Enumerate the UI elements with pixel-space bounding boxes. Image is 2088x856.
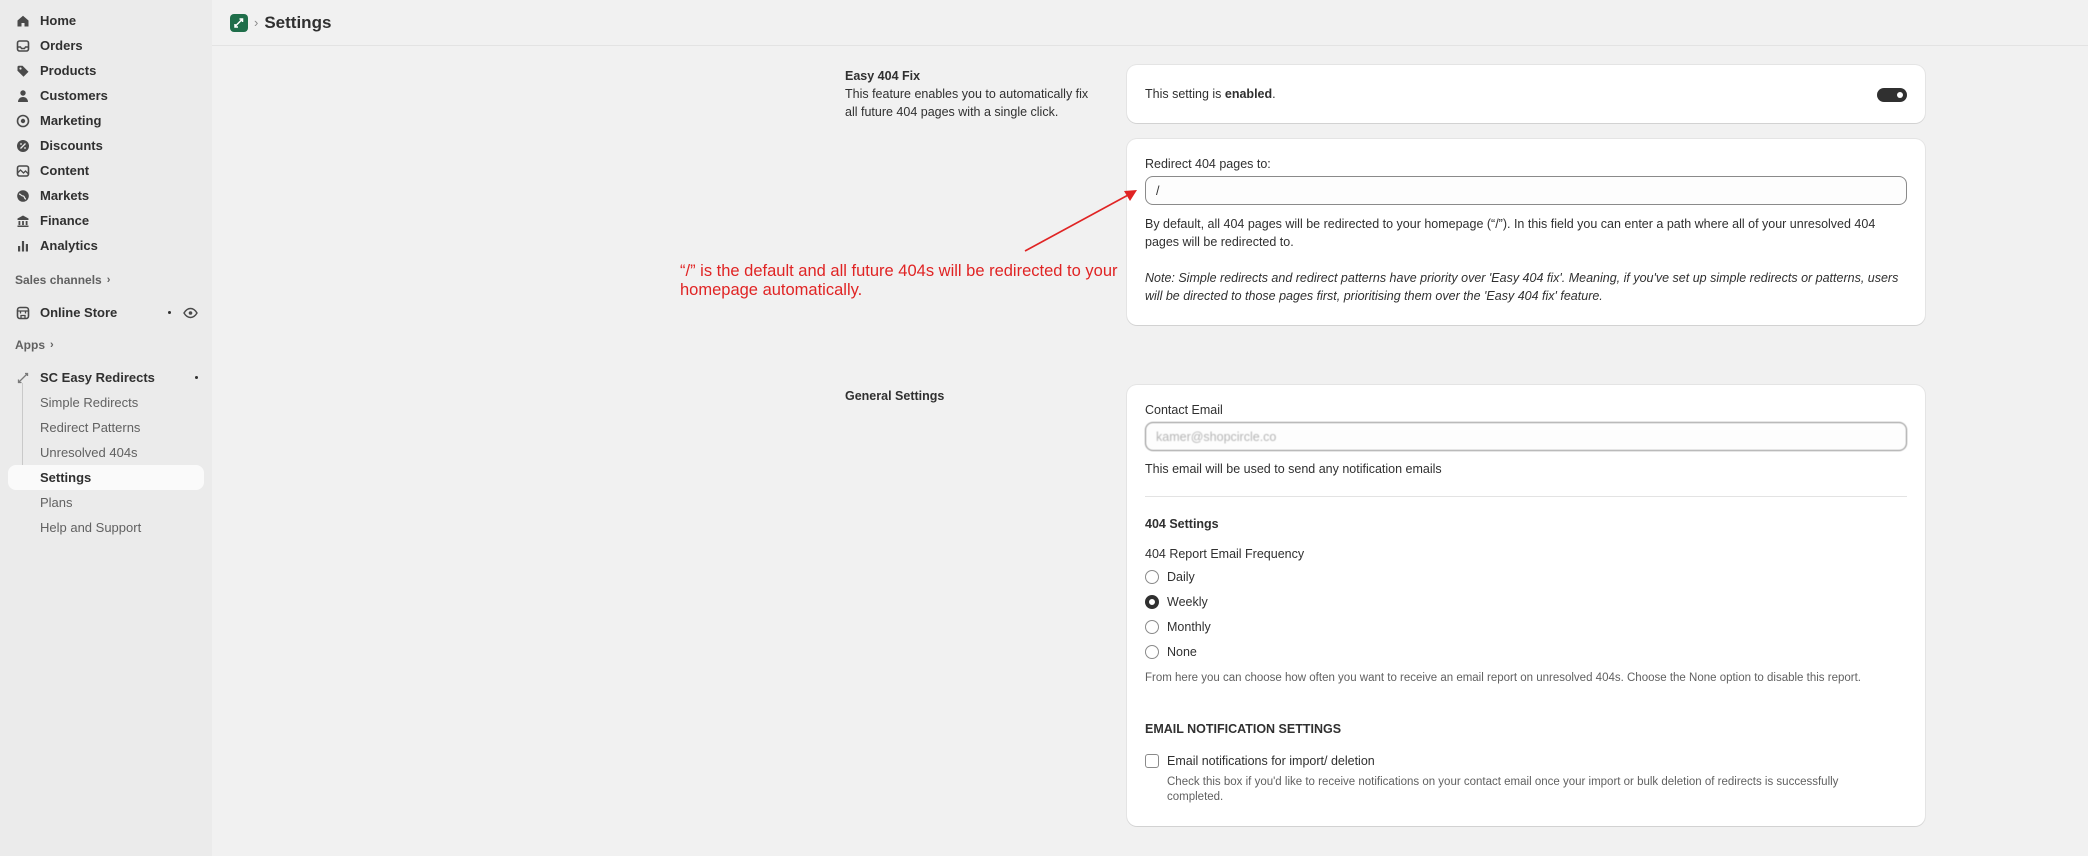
sidebar-item-online-store[interactable] (8, 300, 204, 325)
sidebar-item-finance[interactable] (8, 208, 204, 233)
easy404-toggle[interactable] (1877, 88, 1907, 102)
page-header (212, 0, 2088, 46)
target-icon (16, 114, 30, 128)
frequency-option-monthly[interactable] (1145, 614, 1907, 639)
apps-label: Apps (15, 338, 45, 352)
contact-email-input[interactable] (1145, 422, 1907, 451)
sidebar-item-label: Analytics (40, 238, 98, 253)
sales-channels-label: Sales channels (15, 273, 102, 287)
sidebar-item-label: Marketing (40, 113, 102, 128)
email-notification-heading: EMAIL NOTIFICATION SETTINGS (1145, 722, 1342, 736)
sidebar-subitem-unresolved-404s[interactable]: Unresolved 404s (40, 445, 138, 460)
frequency-option-weekly[interactable] (1145, 589, 1907, 614)
breadcrumb-separator: › (254, 15, 259, 30)
sidebar-item-label: Finance (40, 213, 90, 228)
sidebar-item-discounts[interactable] (8, 133, 204, 158)
content-icon (16, 164, 30, 178)
sidebar-item-home[interactable] (8, 8, 204, 33)
sidebar-item-label: Customers (40, 88, 108, 103)
page-title: Settings (264, 12, 332, 32)
home-icon (16, 14, 30, 28)
unsaved-dot-icon (168, 311, 171, 314)
sales-channels-heading[interactable] (0, 270, 212, 290)
sidebar-item-label: SC Easy Redirects (40, 370, 155, 385)
priority-note: Note: Simple redirects and redirect patterns have priority over 'Easy 404 fix'. Meaning, if you've set up simple redirects or patterns, users will be directed to those pages first, prioritising them over the 'Easy 404 fix' feature. (1145, 271, 1899, 303)
store-icon (16, 306, 30, 320)
redirect-label: Redirect 404 pages to: (1145, 157, 1271, 171)
sidebar-item-label: Discounts (40, 138, 103, 153)
import-deletion-checkbox-row[interactable] (1145, 748, 1907, 773)
sidebar-subitem-settings[interactable]: Settings (8, 465, 204, 490)
radio-label: Daily (1167, 569, 1195, 584)
inbox-icon (16, 39, 30, 53)
globe-icon (16, 189, 30, 203)
radio-weekly[interactable] (1145, 595, 1159, 609)
radio-daily[interactable] (1145, 570, 1159, 584)
easy404-status-text (1145, 87, 1276, 101)
sidebar-item-products[interactable] (8, 58, 204, 83)
apps-heading[interactable] (0, 335, 212, 355)
bar-chart-icon (16, 239, 30, 253)
chevron-right-icon: › (106, 274, 111, 286)
radio-label: None (1167, 644, 1197, 659)
contact-email-help: This email will be used to send any notification emails (1145, 462, 1442, 476)
radio-label: Monthly (1167, 619, 1211, 634)
sidebar-subitem-redirect-patterns[interactable]: Redirect Patterns (40, 420, 141, 435)
sidebar-item-label: Products (40, 63, 97, 78)
sidebar-item-markets[interactable] (8, 183, 204, 208)
radio-none[interactable] (1145, 645, 1159, 659)
frequency-option-daily[interactable] (1145, 564, 1907, 589)
sidebar-item-marketing[interactable] (8, 108, 204, 133)
sidebar-item-sc-easy-redirects[interactable] (8, 365, 204, 390)
checkbox-help: Check this box if you'd like to receive notifications on your contact email once your import or bulk deletion of redirects is successfully completed. (1167, 776, 1839, 803)
redirect-path-input[interactable] (1145, 176, 1907, 205)
frequency-help: From here you can choose how often you want to receive an email report on unresolved 404s. Choose the None option to disable this report. (1145, 672, 1861, 684)
chevron-right-icon: › (50, 339, 54, 351)
settings-404-heading: 404 Settings (1145, 517, 1219, 531)
annotation-text: “/” is the default and all future 404s will be redirected to your homepage automatically. (680, 262, 1118, 299)
sidebar-item-label: Content (40, 163, 90, 178)
person-icon (16, 89, 30, 103)
checkbox-label: Email notifications for import/ deletion (1167, 753, 1375, 768)
sidebar-subitem-plans[interactable]: Plans (40, 495, 73, 510)
bank-icon (16, 214, 30, 228)
general-settings-card (1127, 385, 1925, 826)
sidebar-item-analytics[interactable] (8, 233, 204, 258)
import-deletion-checkbox[interactable] (1145, 754, 1159, 768)
sidebar-item-label: Markets (40, 188, 90, 203)
sidebar (0, 0, 212, 856)
general-settings-heading: General Settings (845, 389, 945, 403)
app-link-icon (16, 371, 30, 385)
sidebar-item-label: Home (40, 13, 77, 28)
tag-icon (16, 64, 30, 78)
frequency-option-none[interactable] (1145, 639, 1907, 664)
sidebar-subitem-simple-redirects[interactable]: Simple Redirects (40, 395, 139, 410)
sidebar-item-label: Online Store (40, 305, 118, 320)
radio-label: Weekly (1167, 594, 1208, 609)
contact-email-label: Contact Email (1145, 403, 1223, 417)
sidebar-subitem-help-and-support[interactable]: Help and Support (40, 520, 142, 535)
sidebar-item-orders[interactable] (8, 33, 204, 58)
radio-monthly[interactable] (1145, 620, 1159, 634)
easy404-heading: Easy 404 Fix (845, 69, 921, 83)
easy404-description-block (845, 69, 1095, 121)
sidebar-item-label: Orders (40, 38, 83, 53)
frequency-label: 404 Report Email Frequency (1145, 547, 1305, 561)
status-value: enabled (1224, 87, 1273, 101)
redirect-path-card (1127, 139, 1925, 325)
sidebar-item-content[interactable] (8, 158, 204, 183)
app-logo-icon[interactable] (230, 14, 248, 32)
easy404-status-card (1127, 65, 1925, 123)
status-suffix: . (1272, 87, 1276, 101)
divider (1145, 496, 1907, 497)
status-prefix: This setting is (1145, 87, 1225, 101)
redirect-help-text: By default, all 404 pages will be redirected to your homepage (“/”). In this field you can enter a path where all of your unresolved 404 pages will be redirected to. (1145, 217, 1876, 249)
easy404-description: This feature enables you to automatically fix all future 404 pages with a single click. (845, 87, 1089, 119)
pin-dot-icon (195, 376, 198, 379)
discount-icon (16, 139, 30, 153)
general-settings-description-block (845, 389, 1095, 405)
eye-icon[interactable] (183, 307, 198, 319)
sidebar-item-customers[interactable] (8, 83, 204, 108)
